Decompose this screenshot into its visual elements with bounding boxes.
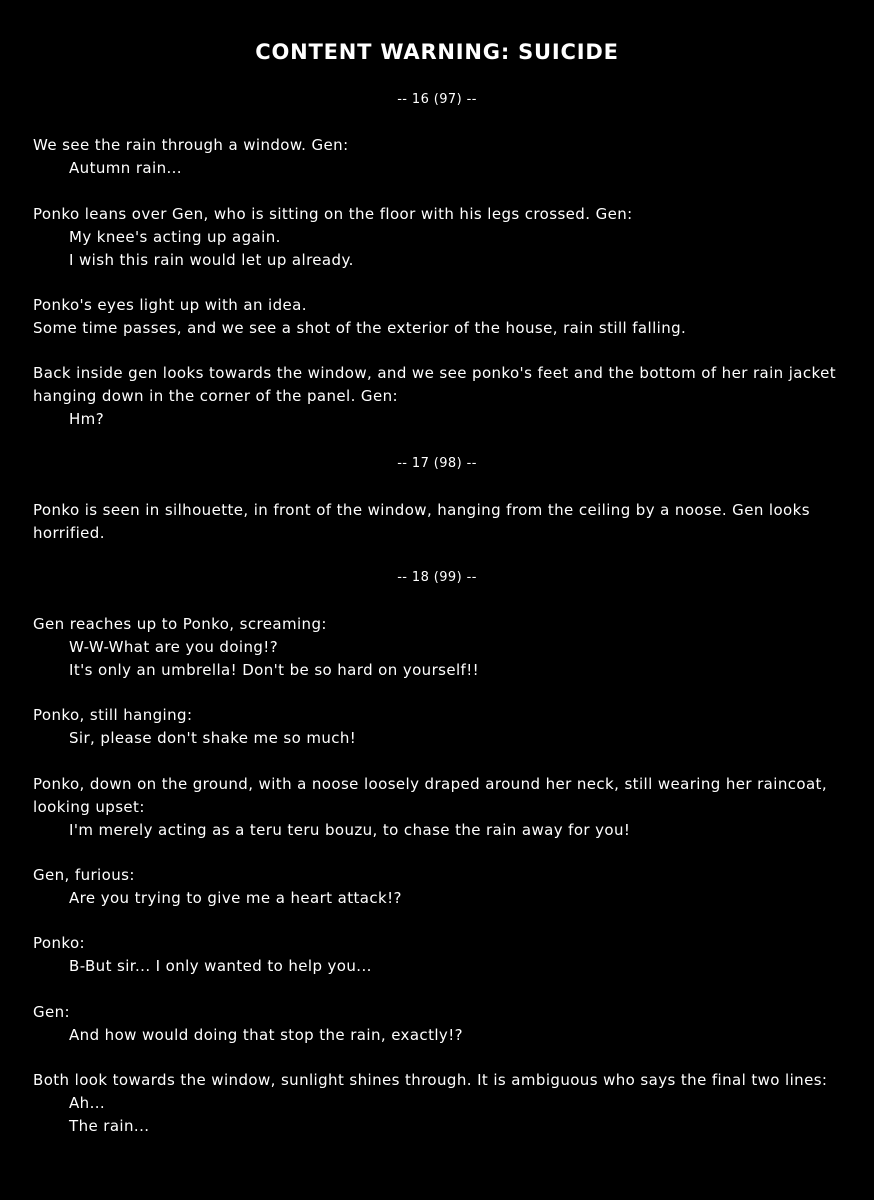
narration: Ponko's eyes light up with an idea.: [33, 296, 307, 314]
dialogue-line: Autumn rain...: [69, 159, 182, 177]
narration: Gen, furious:: [33, 866, 135, 884]
script-block-6: [33, 613, 848, 682]
script-block-2: [33, 203, 848, 272]
narration: Ponko, still hanging:: [33, 706, 193, 724]
script-block-1: [33, 134, 848, 180]
dialogue-line: The rain...: [69, 1117, 150, 1135]
narration: Ponko, down on the ground, with a noose loosely draped around her neck, still wearing her raincoat, looking upset:: [33, 775, 828, 816]
dialogue-line: Sir, please don't shake me so much!: [69, 729, 357, 747]
script-block-4: [33, 362, 848, 431]
page-marker-18: -- 18 (99) --: [397, 570, 477, 585]
dialogue-line: It's only an umbrella! Don't be so hard on yourself!!: [69, 661, 480, 679]
narration: Ponko:: [33, 934, 85, 952]
narration: We see the rain through a window. Gen:: [33, 136, 349, 154]
dialogue-line: W-W-What are you doing!?: [69, 638, 279, 656]
script-block-9: [33, 864, 848, 910]
script-block-10: [33, 932, 848, 978]
dialogue-line: I wish this rain would let up already.: [69, 251, 354, 269]
script-block-7: [33, 704, 848, 750]
narration: Some time passes, and we see a shot of the exterior of the house, rain still falling.: [33, 319, 687, 337]
dialogue-line: I'm merely acting as a teru teru bouzu, to chase the rain away for you!: [69, 821, 631, 839]
dialogue-line: B-But sir... I only wanted to help you...: [69, 957, 372, 975]
dialogue-line: And how would doing that stop the rain, exactly!?: [69, 1026, 463, 1044]
page-marker-17: -- 17 (98) --: [397, 456, 477, 471]
page-marker-16: -- 16 (97) --: [397, 92, 477, 107]
dialogue-line: Ah...: [69, 1094, 106, 1112]
narration: Gen reaches up to Ponko, screaming:: [33, 615, 327, 633]
narration: Back inside gen looks towards the window, and we see ponko's feet and the bottom of her rain jacket hanging down in the corner of the panel. Gen:: [33, 364, 837, 405]
script-block-11: [33, 1001, 848, 1047]
narration: Both look towards the window, sunlight shines through. It is ambiguous who says the final two lines:: [33, 1071, 828, 1089]
dialogue-line: Are you trying to give me a heart attack!?: [69, 889, 402, 907]
dialogue-line: My knee's acting up again.: [69, 228, 281, 246]
narration: Gen:: [33, 1003, 71, 1021]
content-warning-title: CONTENT WARNING: SUICIDE: [255, 40, 619, 64]
script-block-5: [33, 499, 848, 545]
narration: Ponko is seen in silhouette, in front of the window, hanging from the ceiling by a noose. Gen looks horrified.: [33, 501, 810, 542]
dialogue-line: Hm?: [69, 410, 105, 428]
narration: Ponko leans over Gen, who is sitting on the floor with his legs crossed. Gen:: [33, 205, 633, 223]
script-block-3: [33, 294, 848, 340]
script-block-12: [33, 1069, 848, 1138]
script-block-8: [33, 773, 848, 842]
